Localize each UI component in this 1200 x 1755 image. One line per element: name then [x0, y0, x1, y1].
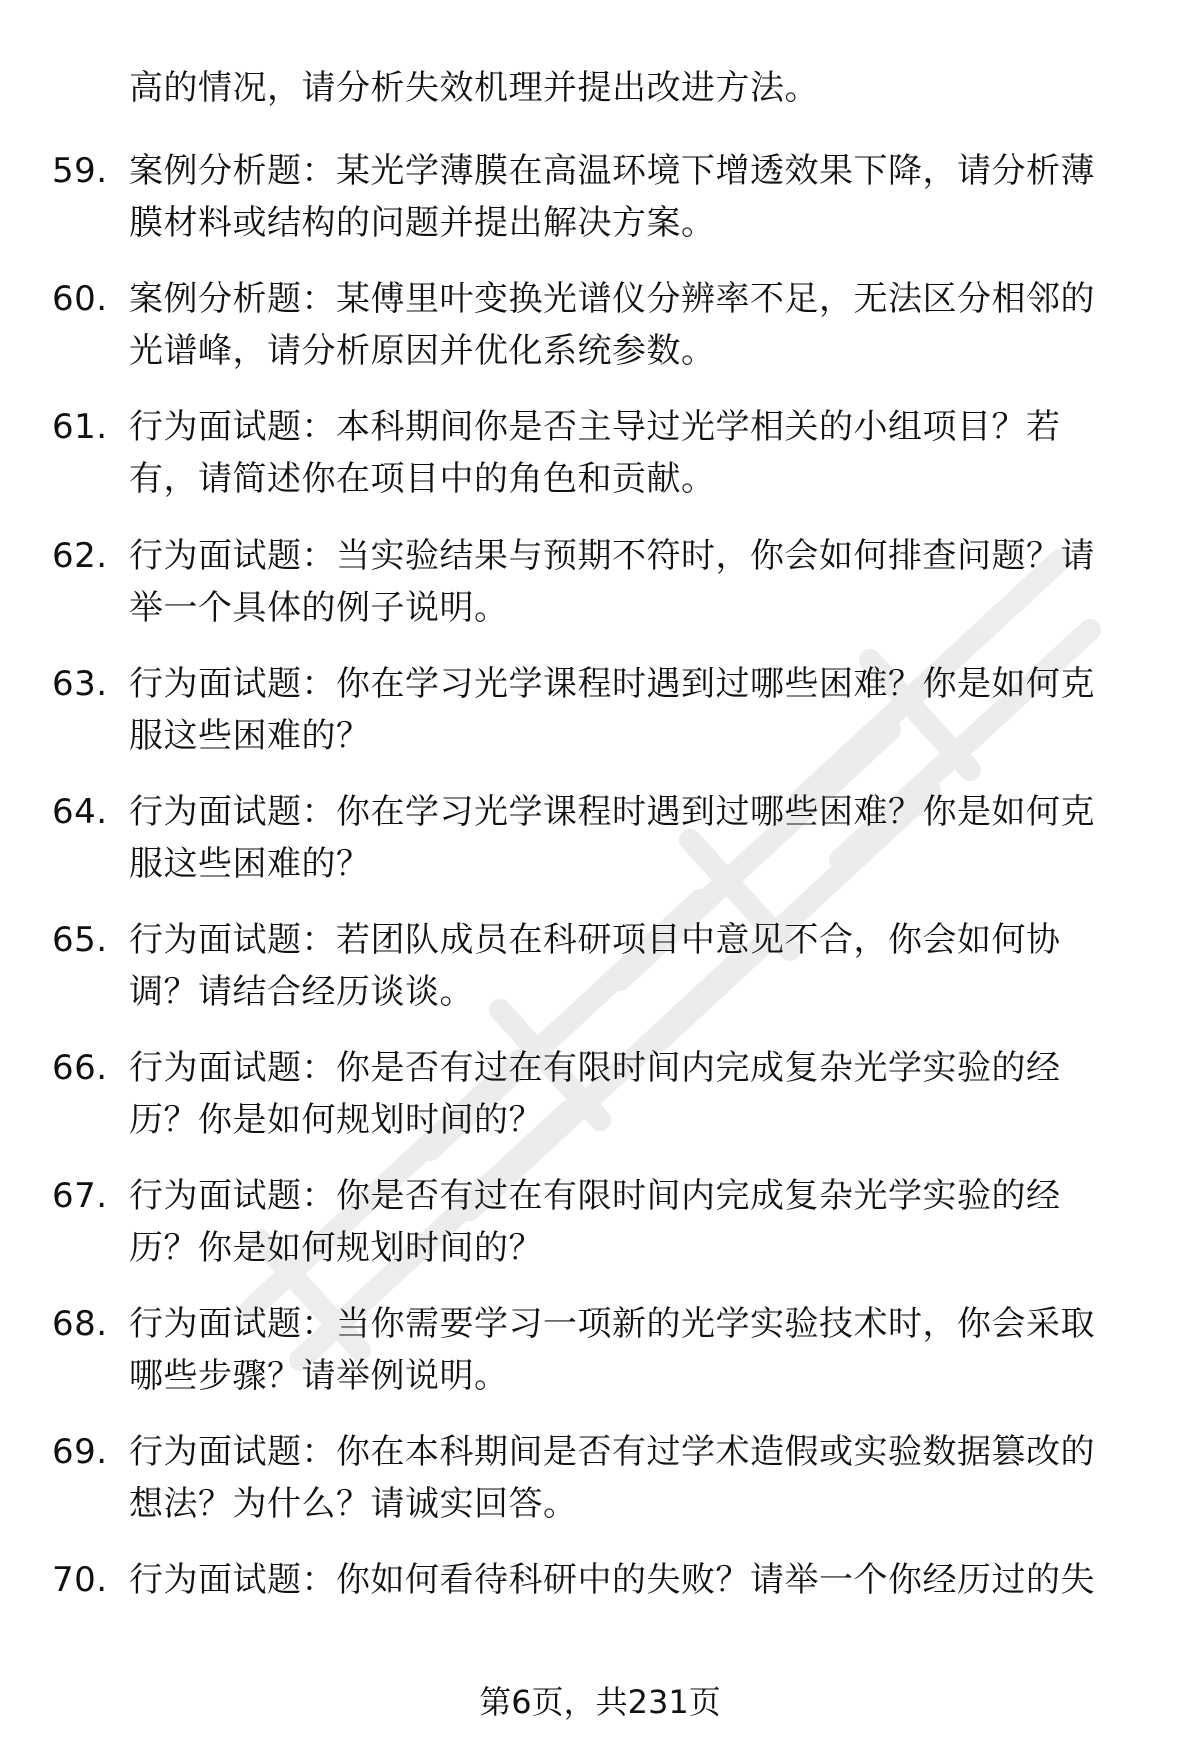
list-item	[52, 530, 1152, 640]
question-text-line1: 行为面试题：你在学习光学课程时遇到过哪些困难？你是如何克	[129, 664, 1095, 704]
list-item	[52, 1426, 1152, 1536]
list-item	[52, 786, 1152, 896]
question-text-line1: 行为面试题：当实验结果与预期不符时，你会如何排查问题？请	[129, 536, 1095, 576]
question-text-line2: 服这些困难的？	[129, 844, 371, 884]
question-number: 61.	[52, 407, 108, 447]
question-number: 65.	[52, 920, 108, 960]
question-text-line1: 案例分析题：某光学薄膜在高温环境下增透效果下降，请分析薄	[129, 151, 1095, 191]
question-number: 69.	[52, 1432, 108, 1472]
question-number: 66.	[52, 1048, 108, 1088]
question-number: 62.	[52, 536, 108, 576]
list-item	[52, 1042, 1152, 1152]
question-text-line1: 行为面试题：本科期间你是否主导过光学相关的小组项目？若	[129, 407, 1061, 447]
question-text-line1: 行为面试题：你是否有过在有限时间内完成复杂光学实验的经	[129, 1048, 1061, 1088]
question-number: 59.	[52, 151, 108, 191]
page-footer: 第6页，共231页	[479, 1683, 721, 1721]
list-item	[52, 1170, 1152, 1280]
question-text-line1: 行为面试题：你在本科期间是否有过学术造假或实验数据篡改的	[129, 1432, 1095, 1472]
question-text-line2: 服这些困难的？	[129, 716, 371, 756]
question-text-line1: 行为面试题：若团队成员在科研项目中意见不合，你会如何协	[129, 920, 1061, 960]
list-item	[52, 273, 1152, 383]
question-text-line2: 历？你是如何规划时间的？	[129, 1228, 543, 1268]
question-text-line2: 膜材料或结构的问题并提出解决方案。	[129, 203, 716, 243]
question-number: 67.	[52, 1176, 108, 1216]
question-text-line1: 行为面试题：你在学习光学课程时遇到过哪些困难？你是如何克	[129, 792, 1095, 832]
list-item	[52, 914, 1152, 1024]
question-number: 68.	[52, 1304, 108, 1344]
question-text-line2: 举一个具体的例子说明。	[129, 588, 509, 628]
question-text-line2: 想法？为什么？请诚实回答。	[129, 1484, 578, 1524]
list-item	[52, 1554, 1152, 1614]
list-item	[52, 1298, 1152, 1408]
question-text-line1: 行为面试题：你是否有过在有限时间内完成复杂光学实验的经	[129, 1176, 1061, 1216]
question-text-line1: 行为面试题：你如何看待科研中的失败？请举一个你经历过的失	[129, 1560, 1095, 1600]
question-number: 63.	[52, 664, 108, 704]
question-text-line2: 有，请简述你在项目中的角色和贡献。	[129, 459, 716, 499]
question-text-line1: 行为面试题：当你需要学习一项新的光学实验技术时，你会采取	[129, 1304, 1095, 1344]
question-text-line2: 哪些步骤？请举例说明。	[129, 1356, 509, 1396]
list-item	[52, 145, 1152, 255]
question-text-line2: 光谱峰，请分析原因并优化系统参数。	[129, 331, 716, 371]
question-text-line2: 历？你是如何规划时间的？	[129, 1100, 543, 1140]
list-item	[52, 401, 1152, 511]
question-number: 60.	[52, 279, 108, 319]
question-text-line1: 案例分析题：某傅里叶变换光谱仪分辨率不足，无法区分相邻的	[129, 279, 1095, 319]
question-number: 70.	[52, 1560, 108, 1600]
question-text-line2: 调？请结合经历谈谈。	[129, 972, 474, 1012]
question-number: 64.	[52, 792, 108, 832]
continuation-text: 高的情况，请分析失效机理并提出改进方法。	[129, 68, 819, 108]
list-item	[52, 658, 1152, 768]
